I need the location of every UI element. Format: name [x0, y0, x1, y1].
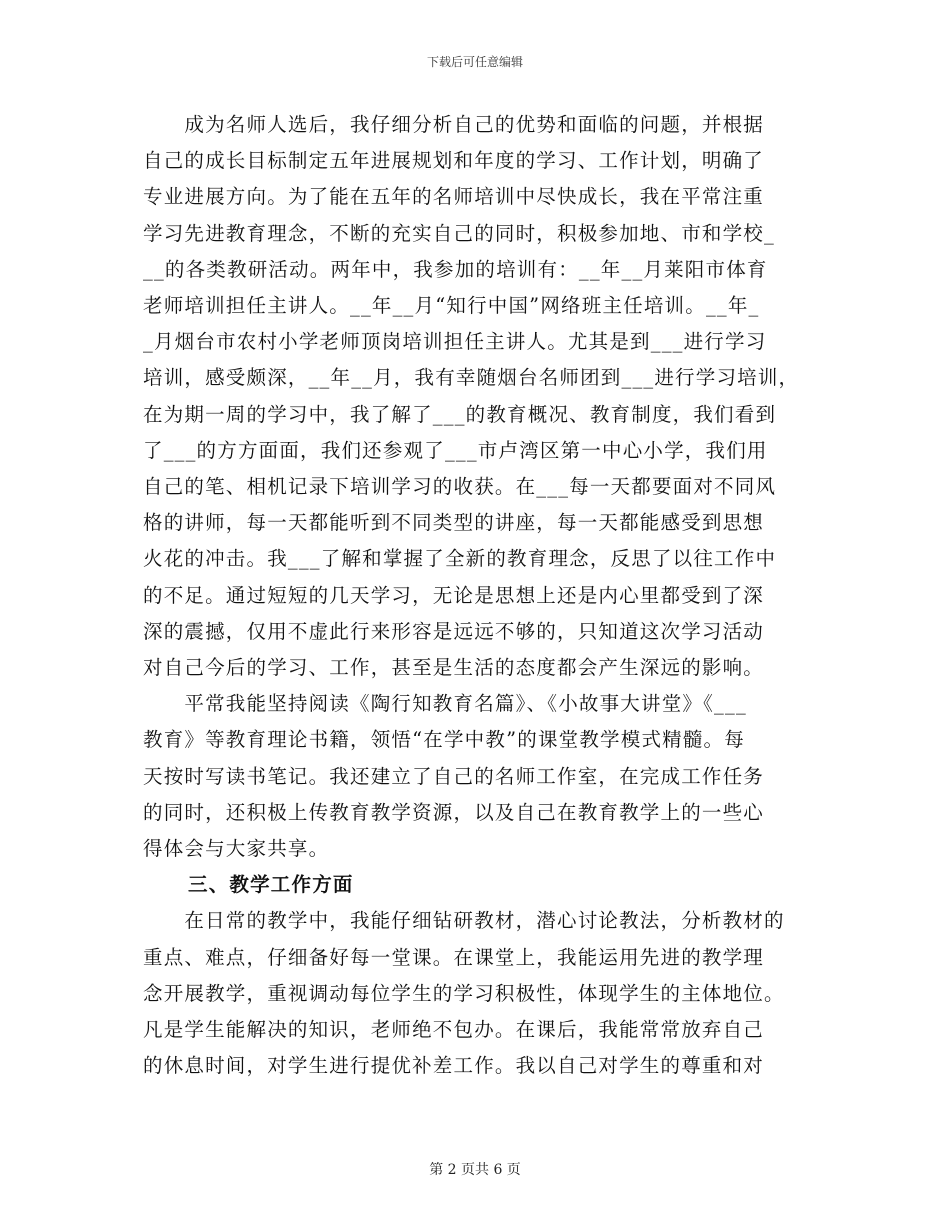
paragraph-teaching — [143, 903, 803, 1084]
page-header: 下载后可任意编辑 — [426, 55, 523, 69]
text-line: 在日常的教学中，我能仔细钻研教材，潜心讨论教法，分析教材的 — [143, 909, 785, 933]
page-footer: 第 2 页共 6 页 — [429, 1162, 521, 1178]
text-line: 重点、难点，仔细备好每一堂课。在课堂上，我能运用先进的教学理 — [143, 945, 765, 969]
text-line: 得体会与大家共享。 — [143, 837, 330, 861]
text-line: _月烟台市农村小学老师顶岗培训担任主讲人。尤其是到___进行学习 — [143, 330, 767, 354]
text-line: 格的讲师，每一天都能听到不同类型的讲座，每一天都能感受到思想 — [143, 511, 765, 535]
text-line: 教育》等教育理论书籍，领悟“在学中教”的课堂教学模式精髓。每 — [143, 728, 745, 752]
text-line: 的休息时间，对学生进行提优补差工作。我以自己对学生的尊重和对 — [143, 1054, 765, 1078]
document-body — [143, 107, 803, 1084]
text-line: 凡是学生能解决的知识，老师绝不包办。在课后，我能常常放弃自己 — [143, 1018, 765, 1042]
text-line: 学习先进教育理念，不断的充实自己的同时，积极参加地、市和学校_ — [143, 221, 775, 245]
text-line: 念开展教学，重视调动每位学生的学习积极性，体现学生的主体地位。 — [143, 981, 785, 1005]
section-heading: 三、教学工作方面 — [188, 873, 354, 897]
text-line: 深的震撼，仅用不虚此行来形容是远远不够的，只知道这次学习活动 — [143, 619, 765, 643]
text-line: 的不足。通过短短的几天学习，无论是思想上还是内心里都受到了深 — [143, 583, 765, 607]
text-line: 自己的成长目标制定五年进展规划和年度的学习、工作计划，明确了 — [143, 149, 765, 173]
paragraph-training — [143, 107, 803, 686]
text-line: 培训，感受颇深，__年__月，我有幸随烟台名师团到___进行学习培训， — [143, 366, 800, 390]
text-line: 对自己今后的学习、工作，甚至是生活的态度都会产生深远的影响。 — [143, 656, 765, 680]
text-line: 老师培训担任主讲人。__年__月“知行中国”网络班主任培训。__年_ — [143, 294, 760, 318]
text-line: 自己的笔、相机记录下培训学习的收获。在___每一天都要面对不同风 — [143, 475, 777, 499]
text-line: 了___的方方面面，我们还参观了___市卢湾区第一中心小学，我们用 — [143, 438, 768, 462]
text-line: 成为名师人选后，我仔细分析自己的优势和面临的问题，并根据 — [143, 113, 765, 136]
paragraph-reading — [143, 686, 803, 867]
text-line: 专业进展方向。为了能在五年的名师培训中尽快成长，我在平常注重 — [143, 185, 765, 209]
text-line: 平常我能坚持阅读《陶行知教育名篇》、《小故事大讲堂》《___ — [143, 692, 747, 716]
text-line: __的各类教研活动。两年中，我参加的培训有：__年__月莱阳市体育 — [143, 257, 768, 281]
text-line: 在为期一周的学习中，我了解了___的教育概况、教育制度，我们看到 — [143, 402, 777, 426]
text-line: 天按时写读书笔记。我还建立了自己的名师工作室，在完成工作任务 — [143, 764, 765, 788]
text-line: 火花的冲击。我___了解和掌握了全新的教育理念，反思了以往工作中 — [143, 547, 777, 571]
text-line: 的同时，还积极上传教育教学资源，以及自己在教育教学上的一些心 — [143, 800, 765, 824]
